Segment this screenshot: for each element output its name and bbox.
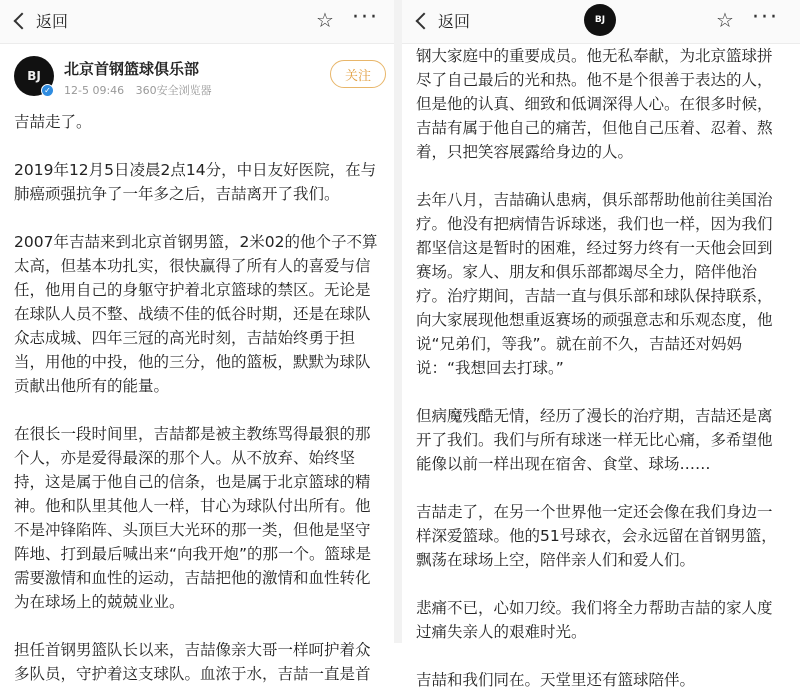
verified-badge-icon: ✓	[41, 84, 54, 97]
avatar-text: BJ	[27, 69, 41, 83]
chevron-left-icon	[14, 12, 31, 29]
right-back-button[interactable]	[414, 9, 470, 32]
account-header	[0, 44, 394, 106]
article-paragraph: 钢大家庭中的重要成员。他无私奉献，为北京篮球拼尽了自己最后的光和热。他不是个很善于表达的人，但是他的认真、细致和低调深得人心。在很多时候，吉喆有属于他自己的痛苦，但他自己压着、忍着、熬着，只把笑容展露给身边的人。	[416, 47, 773, 161]
left-star-icon[interactable]: ☆	[316, 8, 334, 32]
article-paragraph: 担任首钢男篮队长以来，吉喆像亲大哥一样呵护着众多队员，守护着这支球队。血浓于水，吉喆一直是首	[14, 641, 371, 683]
right-back-label: 返回	[438, 12, 471, 31]
right-article-panel	[402, 0, 800, 689]
club-logo-icon[interactable]	[584, 4, 616, 36]
article-paragraph: 2019年12月5日凌晨2点14分，中日友好医院，在与肺癌顽强抗争了一年多之后，吉喆离开了我们。	[14, 161, 377, 203]
left-top-bar	[0, 0, 394, 44]
chevron-left-icon	[416, 12, 433, 29]
panel-divider	[394, 0, 402, 643]
club-logo-text: BJ	[594, 15, 606, 25]
article-paragraph: 但病魔残酷无情，经历了漫长的治疗期，吉喆还是离开了我们。我们与所有球迷一样无比心痛，多希望他能像以前一样出现在宿舍、食堂、球场……	[416, 407, 773, 473]
right-top-bar	[402, 0, 800, 44]
account-meta	[64, 82, 220, 98]
post-source: 360安全浏览器	[135, 84, 212, 97]
left-article-panel	[0, 0, 394, 683]
follow-button[interactable]: 关注	[330, 60, 386, 88]
account-name[interactable]: 北京首钢篮球俱乐部	[64, 60, 200, 78]
left-article-body	[0, 106, 394, 686]
right-more-icon[interactable]: ···	[752, 5, 779, 30]
left-back-button[interactable]	[12, 9, 68, 32]
article-paragraph: 去年八月，吉喆确认患病，俱乐部帮助他前往美国治疗。他没有把病情告诉球迷，我们也一样，因为我们都坚信这是暂时的困难，经过努力终有一天他会回到赛场。家人、朋友和俱乐部都竭尽全力，陪伴他治疗。治疗期间，吉喆一直与俱乐部和球队保持联系，向大家展现他想重返赛场的顽强意志和乐观态度，他说“兄弟们，等我”。就在前不久，吉喆还对妈妈说：“我想回去打球。”	[416, 191, 773, 377]
post-date: 12-5 09:46	[64, 84, 125, 97]
article-paragraph: 吉喆走了。	[14, 113, 92, 131]
right-star-icon[interactable]: ☆	[716, 8, 734, 32]
article-paragraph: 吉喆和我们同在。天堂里还有篮球陪伴。	[416, 671, 696, 689]
left-back-label: 返回	[36, 12, 69, 31]
article-paragraph: 悲痛不已，心如刀绞。我们将全力帮助吉喆的家人度过痛失亲人的艰难时光。	[416, 599, 773, 641]
left-more-icon[interactable]: ···	[352, 5, 379, 30]
article-paragraph: 在很长一段时间里，吉喆都是被主教练骂得最狠的那个人，亦是爱得最深的那个人。从不放弃、始终坚持，这是属于他自己的信条，也是属于北京篮球的精神。他和队里其他人一样，甘心为球队付出所有。他不是冲锋陷阵、头顶巨大光环的那一类，但他是坚守阵地、打到最后喊出来“向我开炮”的那一个。篮球是需要激情和血性的运动，吉喆把他的激情和血性转化为在球场上的兢兢业业。	[14, 425, 372, 611]
right-article-body	[402, 44, 800, 692]
article-paragraph: 2007年吉喆来到北京首钢男篮，2米02的他个子不算太高，但基本功扎实，很快赢得了所有人的喜爱与信任，他用自己的身躯守护着北京篮球的禁区。无论是在球队人员不整、战绩不佳的低谷时期，还是在球队众志成城、四年三冠的高光时刻，吉喆始终勇于担当，用他的中投，他的三分，他的篮板，默默为球队贡献出他所有的能量。	[14, 233, 378, 395]
article-paragraph: 吉喆走了，在另一个世界他一定还会像在我们身边一样深爱篮球。他的51号球衣，会永远留在首钢男篮，飘荡在球场上空，陪伴亲人们和爱人们。	[416, 503, 777, 569]
